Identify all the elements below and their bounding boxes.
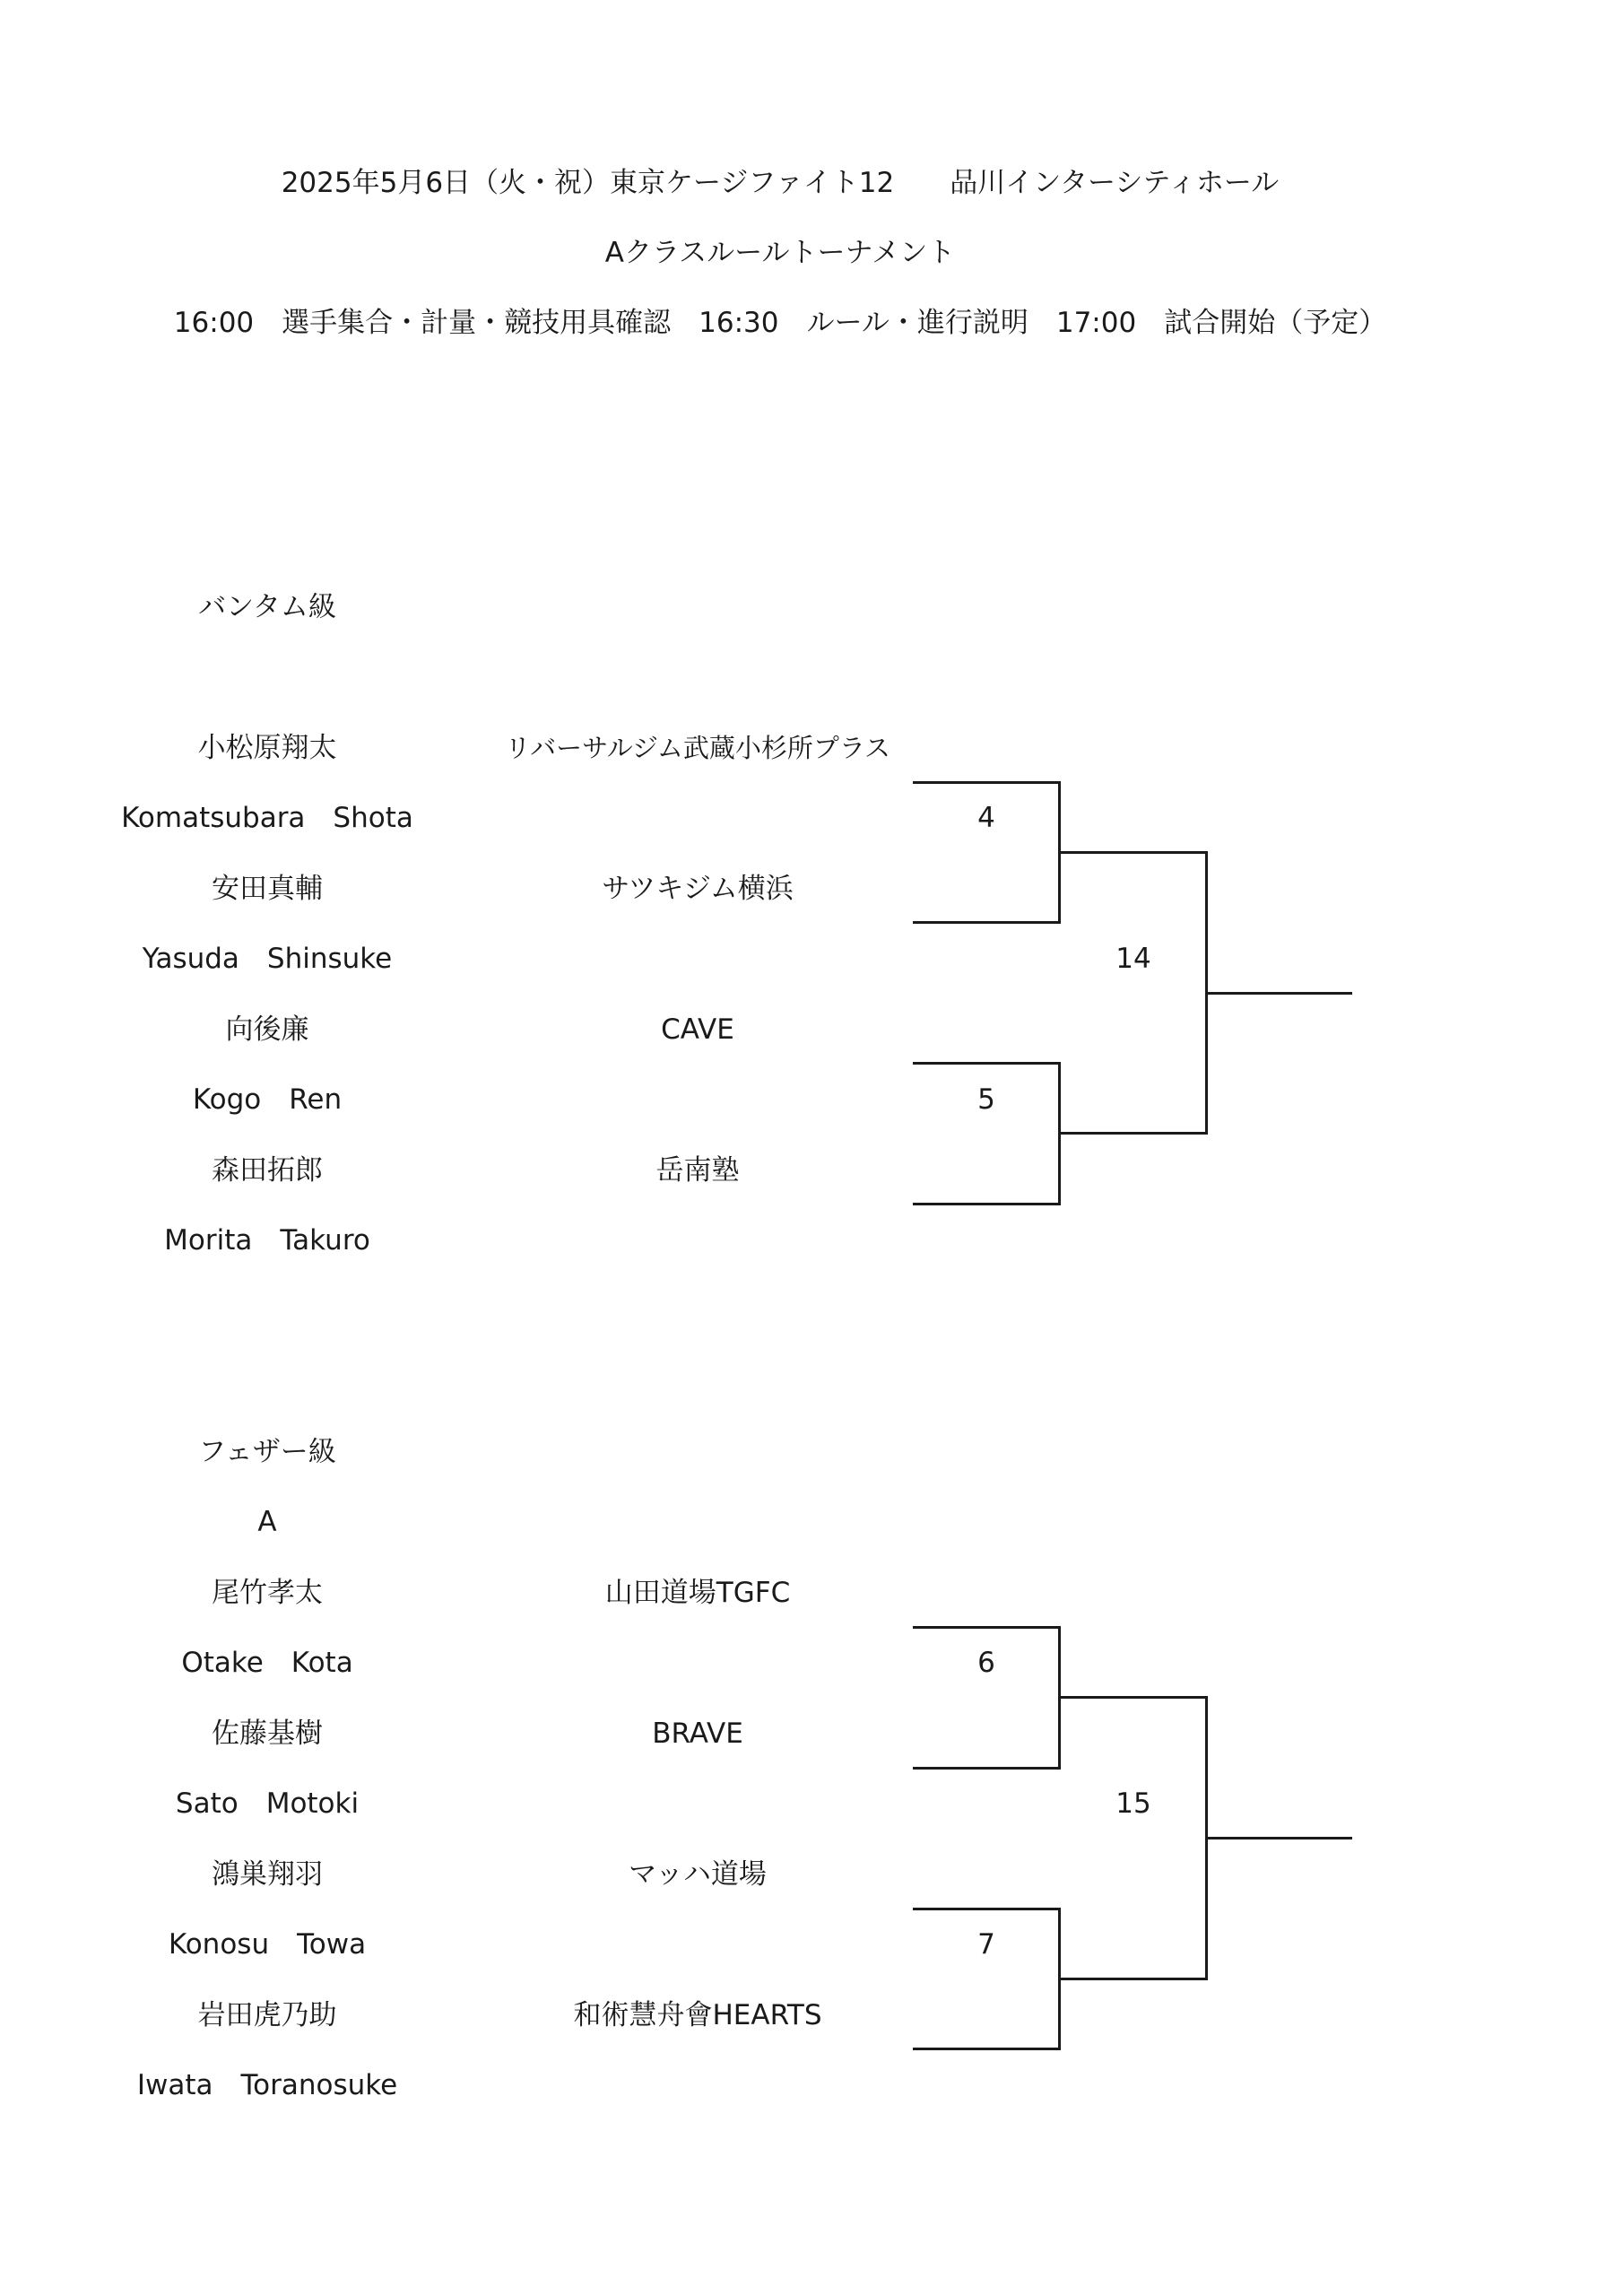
final-bout-number: 15 <box>1115 1787 1151 1820</box>
fighter-name-jp: 尾竹孝太 <box>212 1577 323 1609</box>
bracket-line <box>913 2048 1060 2050</box>
fighter-gym: サツキジム横浜 <box>602 873 794 905</box>
fighter-name-en: Kogo Ren <box>192 1083 343 1116</box>
division-title: バンタム級 <box>198 591 336 623</box>
bracket-line <box>913 781 1060 784</box>
bracket-line <box>913 1908 1060 1910</box>
fighter-name-jp: 小松原翔太 <box>197 732 337 764</box>
final-bout-number: 14 <box>1115 943 1151 975</box>
schedule-line: 16:00 選手集合・計量・競技用具確認 16:30 ルール・進行説明 17:00 試合開始（予定） <box>173 307 1387 339</box>
fighter-name-jp: 鴻巣翔羽 <box>212 1858 323 1891</box>
bout-number: 6 <box>977 1647 995 1679</box>
fighter-name-en: Otake Kota <box>181 1647 353 1679</box>
event-title: 2025年5月6日（火・祝）東京ケージファイト12 品川インターシティホール <box>281 167 1280 199</box>
fighter-gym: 岳南塾 <box>655 1154 740 1187</box>
bracket-line <box>1058 1978 1207 1980</box>
tournament-title: Aクラスルールトーナメント <box>604 237 956 269</box>
bout-number: 5 <box>977 1083 995 1116</box>
fighter-name-en: Sato Motoki <box>175 1787 360 1820</box>
bracket-line <box>1058 1132 1207 1135</box>
fighter-name-jp: 森田拓郎 <box>212 1154 323 1187</box>
fighter-gym: CAVE <box>661 1013 734 1046</box>
bracket-line <box>913 1203 1060 1205</box>
block-label: A <box>257 1506 277 1538</box>
fighter-name-en: Morita Takuro <box>164 1224 370 1257</box>
fighter-name-jp: 岩田虎乃助 <box>197 1999 337 2031</box>
fighter-gym: BRAVE <box>652 1718 743 1750</box>
fighter-name-en: Komatsubara Shota <box>121 802 413 834</box>
fighter-gym: マッハ道場 <box>629 1858 767 1891</box>
fighter-gym: 山田道場TGFC <box>604 1577 791 1609</box>
fighter-name-jp: 向後廉 <box>225 1013 309 1046</box>
bracket-line <box>1205 1837 1352 1839</box>
fighter-gym: リバーサルジム武蔵小杉所プラス <box>505 733 890 763</box>
bracket-line <box>913 1767 1060 1770</box>
bracket-line <box>1205 992 1352 995</box>
fighter-gym: 和術慧舟會HEARTS <box>573 1999 822 2031</box>
bracket-line <box>913 1626 1060 1629</box>
fighter-name-en: Iwata Toranosuke <box>136 2069 398 2101</box>
bracket-line <box>1058 851 1207 854</box>
fighter-name-en: Yasuda Shinsuke <box>142 943 393 975</box>
fighter-name-jp: 佐藤基樹 <box>212 1718 323 1750</box>
bracket-line <box>913 1062 1060 1065</box>
bout-number: 4 <box>977 802 995 834</box>
bracket-line <box>1058 1696 1207 1699</box>
bracket-line <box>913 921 1060 924</box>
division-title: フェザー級 <box>198 1436 336 1468</box>
fighter-name-en: Konosu Towa <box>168 1928 367 1961</box>
bout-number: 7 <box>977 1928 995 1961</box>
fighter-name-jp: 安田真輔 <box>212 873 323 905</box>
